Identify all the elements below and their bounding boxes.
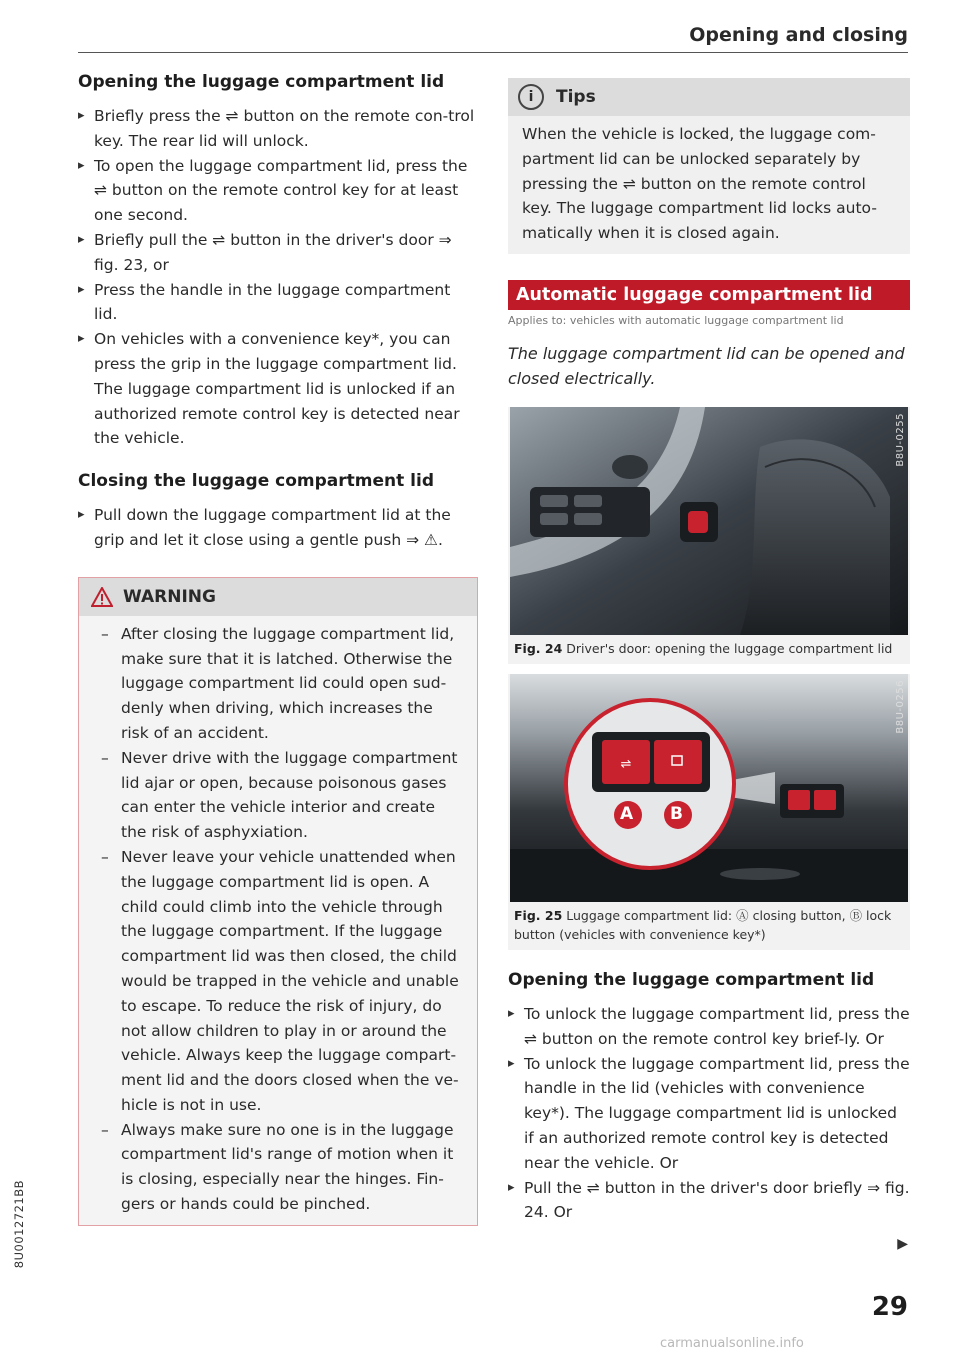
figure-label: Fig. 25 bbox=[514, 907, 563, 923]
left-column bbox=[78, 72, 478, 1226]
step-item: ▸ Briefly pull the ⇌ button in the driver's door ⇒ fig. 23, or bbox=[78, 228, 478, 278]
warning-item: – Never drive with the luggage compartment lid ajar or open, because poisonous gases can enter the vehicle interior and create the risk of asphyxiation. bbox=[93, 746, 463, 845]
closing-steps bbox=[78, 503, 478, 553]
warning-triangle-icon bbox=[91, 587, 113, 607]
page-number: 29 bbox=[871, 1292, 908, 1322]
warning-header bbox=[79, 578, 477, 616]
page-header-title: Opening and closing bbox=[689, 24, 908, 46]
figure-25 bbox=[508, 674, 910, 950]
document-code: 8U0012721BB bbox=[12, 1180, 26, 1269]
figure-code: B8U-0255 bbox=[895, 412, 906, 467]
warning-item: – Always make sure no one is in the luggage compartment lid's range of motion when it is closing, especially near the hinges. Fin-gers or hands could be pinched. bbox=[93, 1118, 463, 1217]
tips-box bbox=[508, 78, 910, 254]
figure-24-caption bbox=[508, 635, 910, 664]
step-item: ▸ Pull the ⇌ button in the driver's door briefly ⇒ fig. 24. Or bbox=[508, 1176, 910, 1226]
step-item: ▸ Pull down the luggage compartment lid at the grip and let it close using a gentle push ⇒ ⚠. bbox=[78, 503, 478, 553]
svg-text:⇌: ⇌ bbox=[620, 756, 632, 772]
figure-caption-text: Luggage compartment lid: Ⓐ closing button, Ⓑ lock button (vehicles with convenience key*) bbox=[514, 907, 892, 942]
section-intro: The luggage compartment lid can be opened and closed electrically. bbox=[508, 343, 905, 388]
header-rule bbox=[78, 52, 908, 53]
info-icon: i bbox=[518, 84, 544, 110]
warning-title: WARNING bbox=[123, 586, 216, 607]
step-item: ▸ To unlock the luggage compartment lid, press the handle in the lid (vehicles with convenience key*). The luggage compartment lid is unlocked if an authorized remote control key is detected near the vehicle. Or bbox=[508, 1052, 910, 1176]
section-heading-opening: Opening the luggage compartment lid bbox=[78, 72, 445, 92]
figure-25-image bbox=[510, 674, 908, 902]
figure-24 bbox=[508, 407, 910, 664]
lid-buttons-illustration bbox=[510, 674, 908, 902]
tips-text: When the vehicle is locked, the luggage com-partment lid can be unlocked separately by pressing the ⇌ button on the remote control key. The luggage compartment lid locks auto-matically when it is closed again. bbox=[522, 125, 877, 243]
step-item: ▸ To unlock the luggage compartment lid, press the ⇌ button on the remote control key brief-ly. Or bbox=[508, 1002, 910, 1052]
step-item: ▸ On vehicles with a convenience key*, you can press the grip in the luggage compartment lid. The luggage compartment lid is unlocked if an authorized remote control key is detected near the vehicle. bbox=[78, 327, 478, 451]
callout-a-label: A bbox=[620, 803, 634, 824]
figure-label: Fig. 24 bbox=[514, 640, 563, 656]
section-heading-closing: Closing the luggage compartment lid bbox=[78, 471, 434, 492]
warning-box bbox=[78, 577, 478, 1226]
tips-header bbox=[508, 78, 910, 116]
right-column bbox=[508, 78, 910, 1225]
callout-b-label: B bbox=[670, 803, 683, 824]
step-item: ▸ To open the luggage compartment lid, press the ⇌ button on the remote control key for at least one second. bbox=[78, 154, 478, 228]
door-panel-illustration bbox=[510, 407, 908, 635]
applies-to: Applies to: vehicles with automatic luggage compartment lid bbox=[508, 313, 844, 327]
section-banner: Automatic luggage compartment lid bbox=[508, 280, 910, 310]
warning-item: – Never leave your vehicle unattended when the luggage compartment lid is open. A child could climb into the vehicle through the luggage compartment. If the luggage compartment lid was then closed, the child would be trapped in the vehicle and unable to escape. To reduce the risk of injury, do not allow children to play in or around the vehicle. Always keep the luggage compart-ment lid and the doors closed when the ve-hicle is not in use. bbox=[93, 845, 463, 1118]
figure-caption-text: Driver's door: opening the luggage compartment lid bbox=[566, 640, 893, 656]
figure-25-caption bbox=[508, 902, 910, 950]
step-item: ▸ Briefly press the ⇌ button on the remote con-trol key. The rear lid will unlock. bbox=[78, 104, 478, 154]
figure-24-image bbox=[510, 407, 908, 635]
opening-steps bbox=[78, 104, 478, 451]
warning-item: – After closing the luggage compartment lid, make sure that it is latched. Otherwise the luggage compartment lid could open sud-denly when driving, which increases the risk of an accident. bbox=[93, 622, 463, 746]
opening-auto-steps bbox=[508, 1002, 910, 1225]
tips-title: Tips bbox=[556, 87, 596, 107]
section-heading-opening-auto: Opening the luggage compartment lid bbox=[508, 969, 875, 990]
step-item: ▸ Press the handle in the luggage compartment lid. bbox=[78, 278, 478, 328]
figure-code: B8U-0256 bbox=[895, 679, 906, 734]
warning-list bbox=[93, 622, 463, 1217]
watermark: carmanualsonline.info bbox=[660, 1336, 804, 1351]
continue-arrow-icon: ▶ bbox=[897, 1236, 908, 1252]
